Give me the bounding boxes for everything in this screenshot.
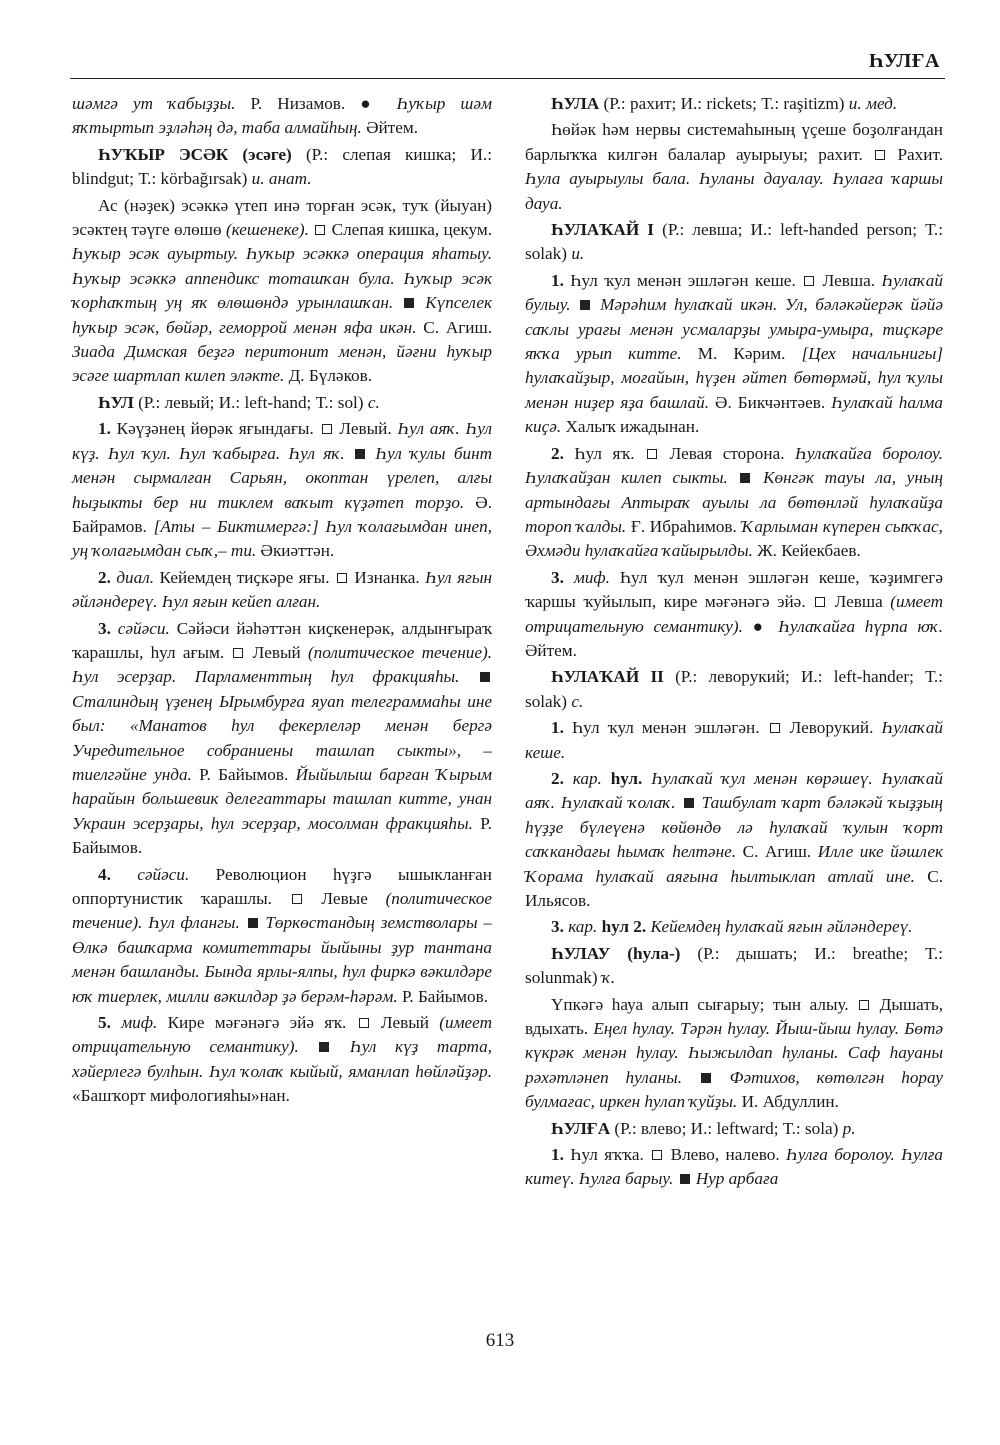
left_column-paragraph: Ас (нәҙек) эсәккә үтеп инә торған эсәк, туҡ (йыуан) эсәктең тәүге өлөшө (кешенеке). Слепая кишка, цекум. Һуҡыр эсәк ауыртыу. Һуҡыр эсәккә операция яһатыу. Һуҡыр эсәккә аппендикс тоташҡан була. Һуҡыр эсәк ҡорһаҡтың уң яҡ өлөшөндә урынлашҡан. Күпселек һуҡыр эсәк, бөйәр, геморрой менән яфа икән. С. Агиш. Зиада Димская беҙгә перитонит менән, йәғни һуҡыр эсәге шартлап килеп эләкте. Д. Бүләков.: [72, 195, 493, 386]
right_column-paragraph: 3. миф. Һул ҡул менән эшләгән кеше, ҡәҙимгегә ҡаршы ҡуйылып, кире мәғәнәгә эйә. Левша (имеет отрицательную семантику). ● Һулаҡайға һүрпа юҡ. Әйтем.: [525, 567, 943, 660]
left_column-paragraph: 2. диал. Кейемдең тиҫкәре яғы. Изнанка. Һул яғын әйләндереү. Һул яғын кейеп алған.: [72, 567, 492, 612]
right_column-paragraph: ҺУЛАУ (һула-) (Р.: дышать; И.: breathe; Т.: solunmak) ҡ.: [525, 943, 943, 988]
right_column-paragraph: 3. кар. һул 2. Кейемдең һулаҡай яғын әйләндереү.: [551, 917, 913, 937]
left_column-paragraph: 3. сәйәси. Сәйәси йәһәттән киҫкенерәк, алдынғыраҡ ҡарашлы, һул ағым. Левый (политическое течение). Һул эсерҙар. Парламенттың һул фракцияһы. Сталиндың үҙенең Ырымбурға яуап телеграммаһы ине был: «Манатов һул фекерлеләр менән бергә Учредительное собраниены ташлап сыкты», – тиелгәйне унда. Р. Байымов. Йыйылыш барған Ҡырым һарайын большевик делегаттары ташлап китте, унан Украин эсерҙары, һул эсерҙар, мосолман фракцияһы. Р. Байымов.: [72, 618, 493, 858]
right_column-paragraph: 1. Һул яҡҡа. Влево, налево. Һулға боролоу. Һулға китеү. Һулға барыу. Нур арбаға: [525, 1145, 943, 1189]
left_column-paragraph: 1. Кәүҙәнең йөрәк яғындағы. Левый. Һул аяҡ. Һул күҙ. Һул ҡул. Һул ҡабырға. Һул яҡ. Һул ҡулы бинт менән сырмалған Сарьян, окоптан үрелеп, алғы һыҙыкты бер ни тиклем ваҡыт күҙәтеп торҙо. Ә. Байрамов. [Аты – Биктимергә:] Һул ҡолағымдан инеп, уң ҡолағымдан сыҡ,– ти. Әкиәттән.: [72, 419, 493, 561]
right_column-paragraph: 1. Һул ҡул менән эшләгән. Леворукий. Һулаҡай кеше.: [525, 718, 944, 762]
left_column-paragraph: 5. миф. Кире мәғәнәгә эйә яҡ. Левый (имеет отрицательную семантику). Һул күҙ тарта, хәйерлегә булһын. Һул ҡолаҡ кыйый, яманлап һөйләйҙәр. «Башҡорт мифологияһы»нан.: [72, 1013, 493, 1106]
right_column-paragraph: ҺУЛҒА (Р.: влево; И.: leftward; Т.: sola) р.: [551, 1118, 856, 1138]
right_column-paragraph: 2. кар. һул. Һулаҡай ҡул менән көрәшеү. Һулаҡай аяҡ. Һулаҡай ҡолаҡ. Ташбулат ҡарт бәләкәй ҡыҙҙың һүҙҙе бүлеүенә көйөндө лә һулаҡай ҡулын ҡорт саҡкандағы һымаҡ һелтәне. С. Агиш. Илле ике йәшлек Ҡорама һулаҡай аяғына һылтыклап атлай ине. С. Ильясов.: [525, 768, 944, 910]
left_column-paragraph: ҺУҠЫР ЭСӘК (эсәге) (Р.: слепая кишка; И.: blindgut; Т.: körbağırsak) и. анат.: [72, 144, 492, 189]
right_column-paragraph: 2. Һул яҡ. Левая сторона. Һулаҡайға боролоу. Һулаҡайҙан килеп сыкты. Көнгәк тауы ла, уның артындағы Аптыраҡ ауылы ла бөтөнләй һулаҡайҙа тороп ҡалды. Ғ. Ибраһимов. Ҡарлыман күперен сыҡҡас, Әхмәди һулаҡайға ҡайырылды. Ж. Кейекбаев.: [525, 443, 944, 561]
left_column-paragraph: шәмгә ут ҡабыҙҙы. Р. Низамов. ● Һуҡыр шәм яҡтыртып эҙләһәң дә, таба алмайһың. Әйтем.: [72, 94, 492, 138]
left_column-paragraph: 4. сәйәси. Революцион һүҙгә ышыкланған оппортунистик ҡарашлы. Левые (политическое течение). Һул флангы. Төркөстандың земстволары – Өлкә башҡарма комитеттары йыйыны ҙур тантана менән башланды. Бында ярлы-ялпы, һул фиркә вәкилдәре юҡ тиерлек, милли вәкилдәр ҙә берәм-һәрәм. Р. Байымов.: [72, 864, 492, 1006]
page-number: 613: [485, 1330, 515, 1351]
right_column-paragraph: ҺУЛАҠАЙ I (Р.: левша; И.: left-handed person; Т.: solak) и.: [525, 220, 943, 264]
header-rule: [70, 78, 945, 79]
right_column-paragraph: Үпкәгә һауа алып сығарыу; тын алыу. Дышать, вдыхать. Еңел һулау. Тәрән һулау. Йыш-йыш һулау. Бөтә күкрәк менән һулау. Һыжылдап һуланы. Саф һауаны рәхәтләнеп һуланы. Фәтихов, көтөлгән һорау булмағас, иркен һулап ҡуйҙы. И. Абдуллин.: [525, 994, 944, 1112]
right_column-paragraph: ҺУЛАҠАЙ II (Р.: леворукий; И.: left-hander; Т.: solak) с.: [525, 667, 943, 711]
left-column: [72, 92, 492, 1111]
left_column-paragraph: ҺУЛ (Р.: левый; И.: left-hand; Т.: sol) с.: [98, 392, 380, 412]
right_column-paragraph: 1. Һул ҡул менән эшләгән кеше. Левша. Һулаҡай булыу. Мәрәһим һулаҡай икән. Ул, бәләкәйерәк йәйә саҡлы урағы менән усмаларҙы умыра-умыра, тиҫкәре яҡҡа урып китте. М. Кәрим. [Цех начальнигы] һулаҡайҙыр, моғайын, һүҙен әйтеп бөтөрмәй, һул ҡулы менән ниҙер яҙа башлай. Ә. Бикчәнтәев. Һулаҡай һалма киҫә. Халыҡ ижадынан.: [525, 270, 944, 437]
right_column-paragraph: Һөйәк һәм нервы системаһының үҫеше боҙолғандан барлыҡҡа килгән балалар ауырыуы; рахит. Рахит. Һула ауырыулы бала. Һуланы дауалау. Һулаға ҡаршы дауа.: [525, 120, 943, 213]
right_column-paragraph: ҺУЛА (Р.: рахит; И.: rickets; Т.: raşitizm) и. мед.: [551, 94, 898, 113]
right-column: [525, 92, 943, 1194]
running-head: ҺУЛҒА: [868, 50, 940, 72]
